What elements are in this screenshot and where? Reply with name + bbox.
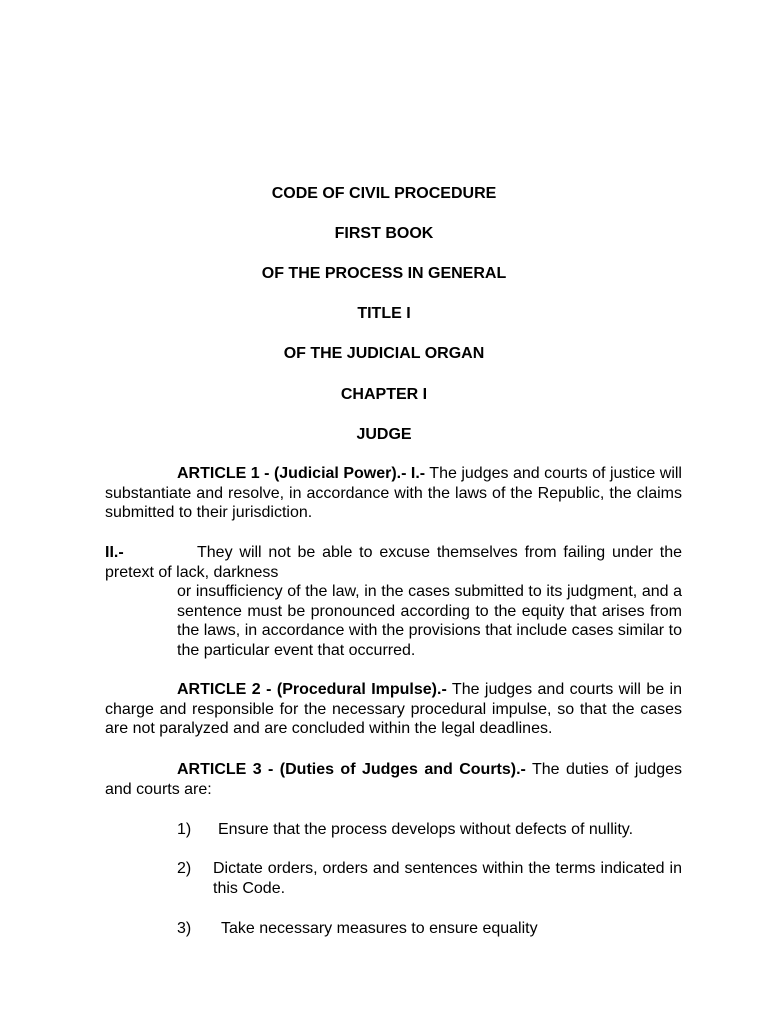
process-heading: OF THE PROCESS IN GENERAL xyxy=(261,265,507,282)
article-1-section-2-line-2: pretext of lack, darkness xyxy=(105,564,279,581)
list-item-number: 3) xyxy=(177,920,192,937)
list-item-text: Take necessary measures to ensure equality xyxy=(221,920,538,937)
list-item xyxy=(177,859,682,899)
article-2-text: The judges and courts will be in charge and responsible for the necessary procedural impulse, so that the cases are not paralyzed and are concluded within the legal deadlines. xyxy=(105,681,683,737)
list-item-number: 1) xyxy=(177,821,192,838)
judge-heading: JUDGE xyxy=(356,426,412,443)
article-3-text: The duties of judges and courts are: xyxy=(105,761,683,798)
book-heading: FIRST BOOK xyxy=(334,225,434,242)
list-item xyxy=(177,820,682,840)
list-item-text: Dictate orders, orders and sentences within the terms indicated in this Code. xyxy=(213,860,682,897)
article-2-paragraph xyxy=(105,680,682,739)
article-1-paragraph xyxy=(105,464,682,523)
article-1-text: The judges and courts of justice will substantiate and resolve, in accordance with the laws of the Republic, the claims submitted to their jurisdiction. xyxy=(105,465,682,521)
article-1-section-2-label: II.- xyxy=(105,544,124,561)
title-heading: TITLE I xyxy=(357,305,411,322)
code-heading: CODE OF CIVIL PROCEDURE xyxy=(271,185,497,202)
article-1-heading: ARTICLE 1 - (Judicial Power).- I.- xyxy=(177,465,426,482)
list-item-text: Ensure that the process develops without defects of nullity. xyxy=(218,821,634,838)
list-item-number: 2) xyxy=(177,860,192,877)
article-1-section-2-text: They will not be able to excuse themselves from failing under the xyxy=(197,544,682,561)
article-3-paragraph xyxy=(105,760,682,799)
chapter-heading: CHAPTER I xyxy=(340,386,428,403)
organ-heading: OF THE JUDICIAL ORGAN xyxy=(283,345,485,362)
list-item xyxy=(177,919,682,939)
article-1-section-2-line xyxy=(105,543,682,563)
article-1-section-2-block: or insufficiency of the law, in the cases submitted to its judgment, and a sentence must be pronounced according to the equity that arises from the laws, in accordance with the provisions that include cases similar to the particular event that occurred. xyxy=(177,583,682,659)
article-2-heading: ARTICLE 2 - (Procedural Impulse).- xyxy=(177,681,447,698)
article-3-heading: ARTICLE 3 - (Duties of Judges and Courts).- xyxy=(177,761,526,778)
